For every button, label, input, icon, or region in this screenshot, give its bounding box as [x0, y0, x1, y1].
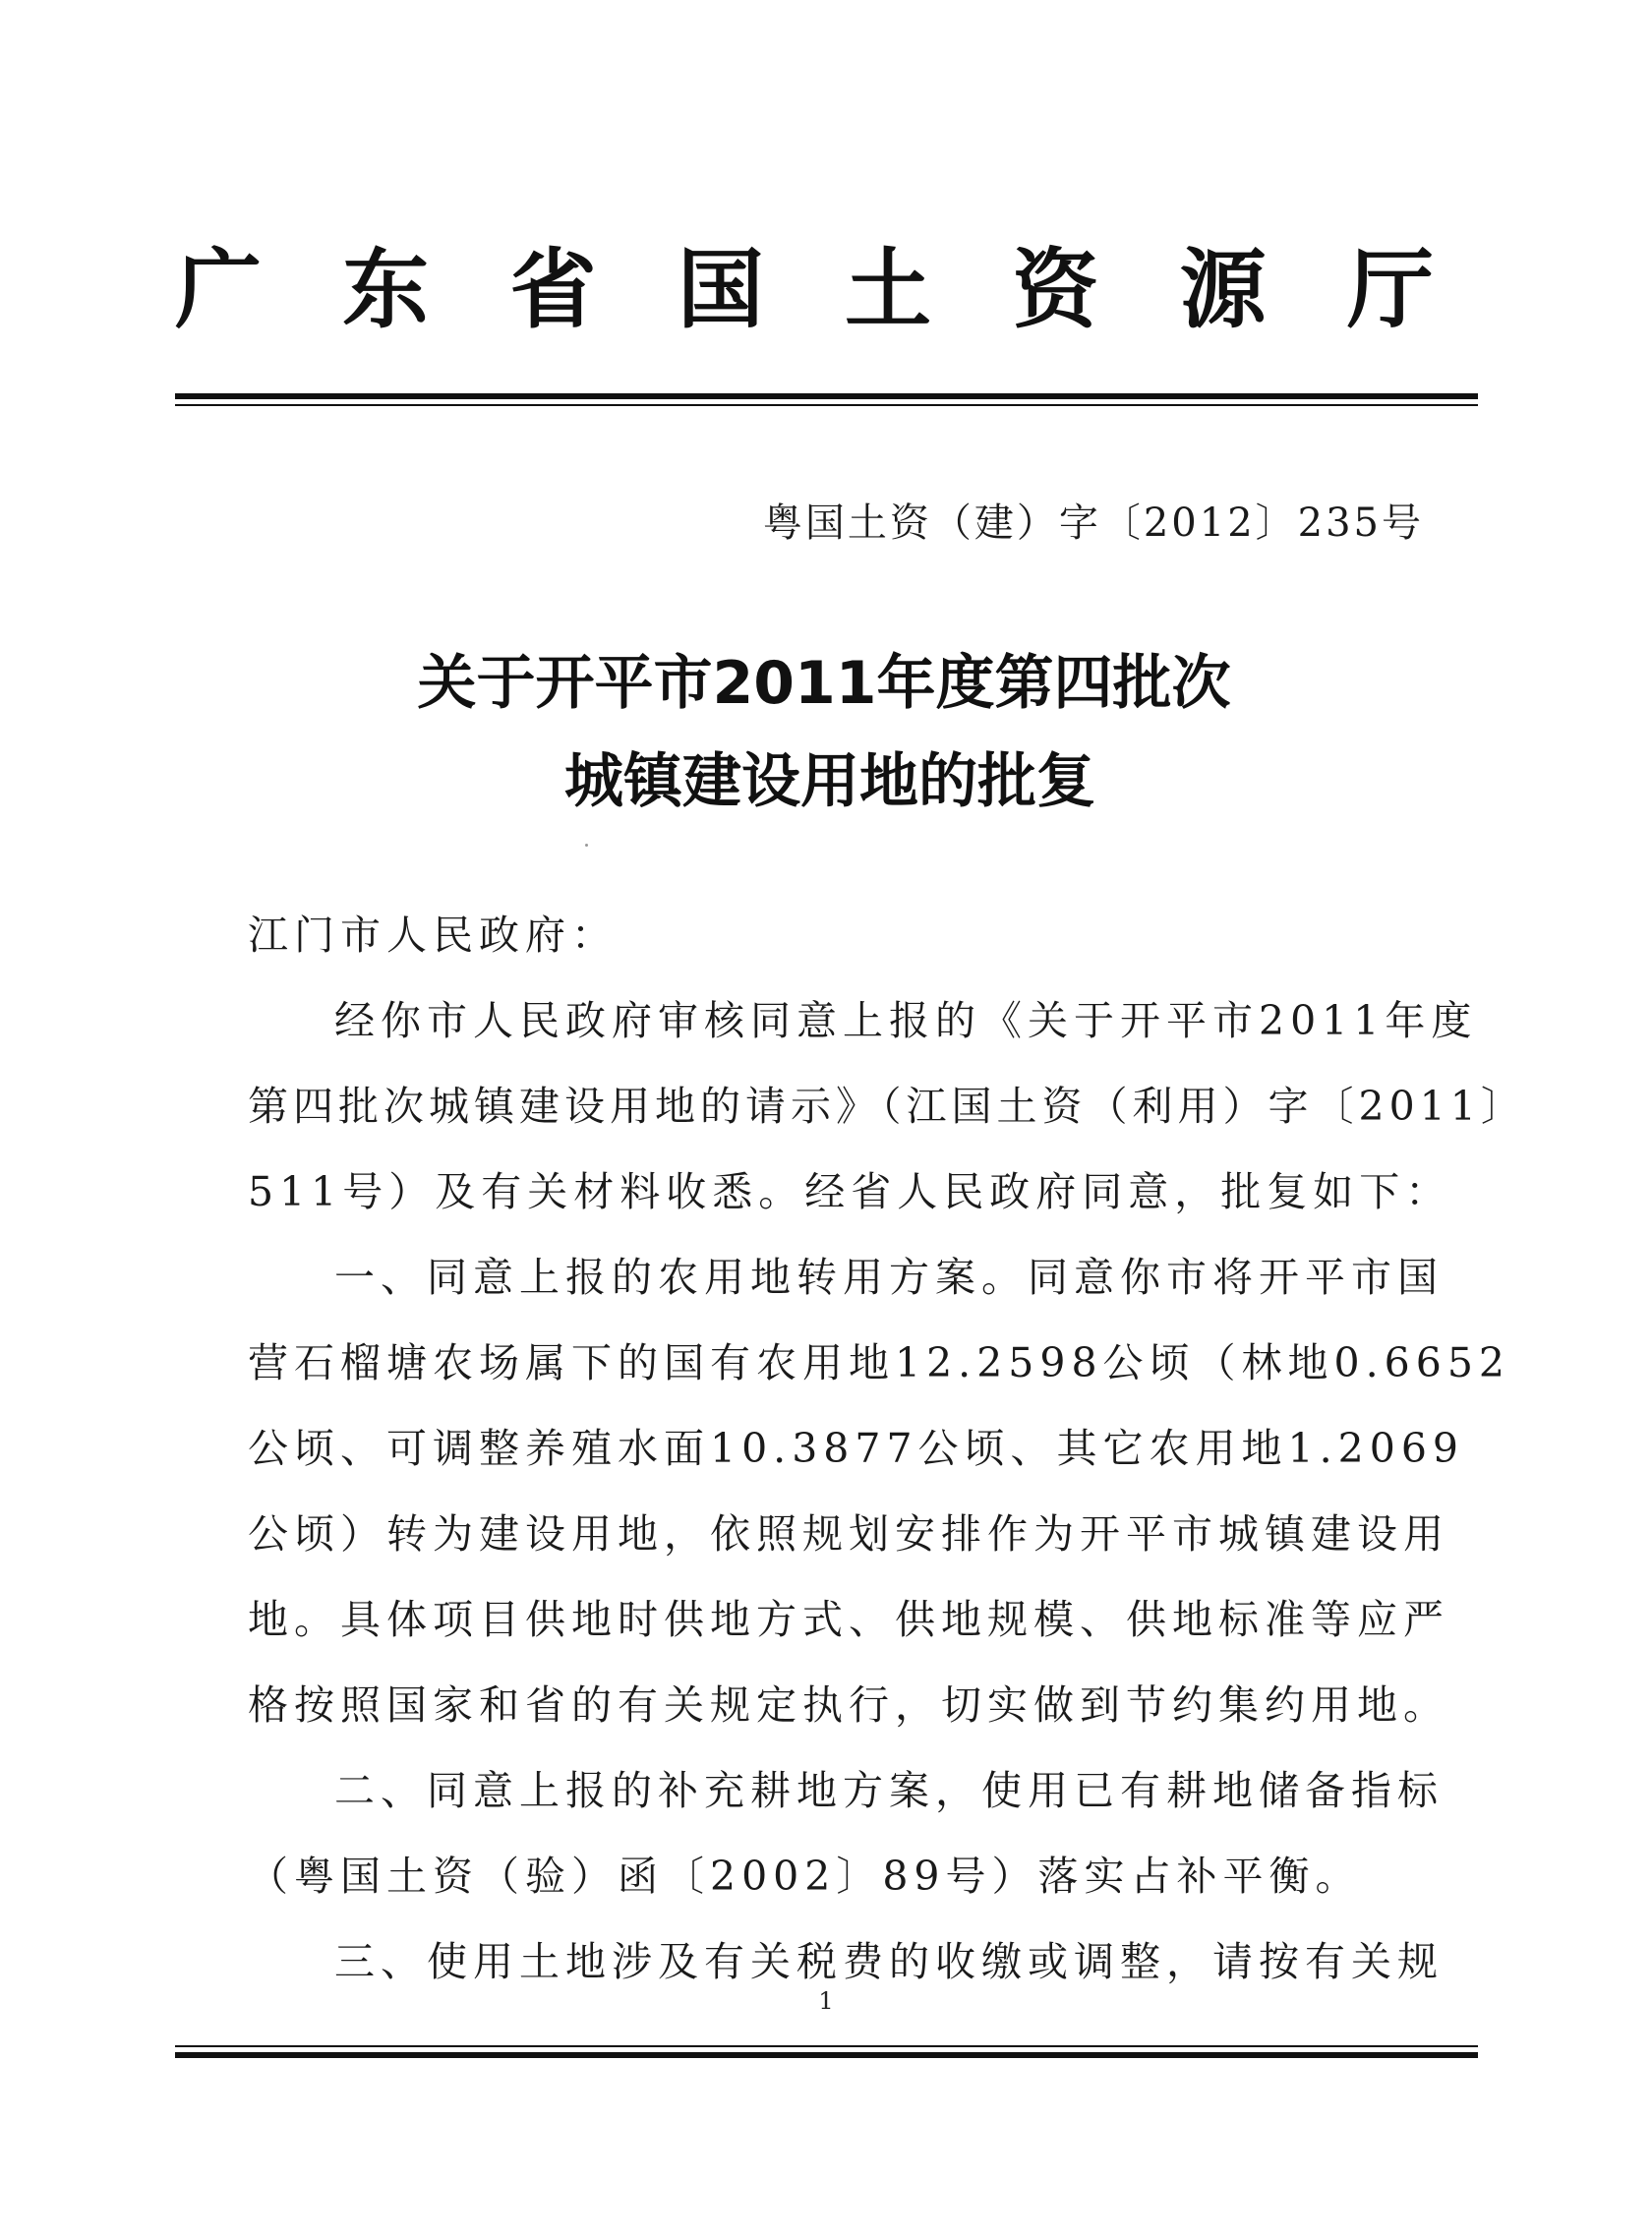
body-line: 二、同意上报的补充耕地方案，使用已有耕地储备指标	[334, 1767, 1444, 1814]
header-char: 源	[1179, 239, 1267, 340]
header-char: 省	[509, 239, 597, 340]
body-line: 格按照国家和省的有关规定执行，切实做到节约集约用地。	[248, 1681, 1449, 1729]
issuing-authority-header	[175, 236, 1434, 344]
header-char: 广	[175, 239, 263, 340]
body-line: 营石榴塘农场属下的国有农用地12.2598公顷（林地0.6652	[248, 1339, 1511, 1386]
body-line: （粤国土资（验）函〔2002〕89号）落实占补平衡。	[248, 1853, 1362, 1900]
body-line: 公顷）转为建设用地，依照规划安排作为开平市城镇建设用	[248, 1510, 1449, 1558]
header-char: 资	[1012, 239, 1099, 340]
subject-line-1: 关于开平市2011年度第四批次	[417, 649, 1231, 718]
footer-rule-thin	[175, 2045, 1478, 2047]
header-rule-thin	[175, 404, 1478, 406]
addressee: 江门市人民政府：	[248, 912, 618, 959]
page-number: 1	[818, 1987, 834, 2015]
header-char: 东	[342, 239, 430, 340]
body-line: 公顷、可调整养殖水面10.3877公顷、其它农用地1.2069	[248, 1425, 1465, 1472]
body-line: 511号）及有关材料收悉。经省人民政府同意，批复如下：	[248, 1168, 1452, 1215]
scan-speck	[585, 844, 588, 847]
footer-rule-thick	[175, 2052, 1478, 2058]
header-char: 土	[845, 239, 932, 340]
body-line: 第四批次城镇建设用地的请示》（江国土资（利用）字〔2011〕	[248, 1083, 1526, 1130]
subject-line-2: 城镇建设用地的批复	[564, 747, 1095, 816]
header-rule-thick	[175, 393, 1478, 399]
document-subject	[0, 634, 1652, 831]
body-line: 三、使用土地涉及有关税费的收缴或调整，请按有关规	[334, 1938, 1444, 1985]
header-char: 厅	[1346, 239, 1434, 340]
body-line: 一、同意上报的农用地转用方案。同意你市将开平市国	[334, 1254, 1444, 1301]
body-line: 地。具体项目供地时供地方式、供地规模、供地标准等应严	[248, 1596, 1449, 1643]
document-number: 粤国土资（建）字〔2012〕235号	[762, 501, 1424, 546]
body-line: 经你市人民政府审核同意上报的《关于开平市2011年度	[334, 997, 1478, 1044]
header-char: 国	[677, 239, 764, 340]
